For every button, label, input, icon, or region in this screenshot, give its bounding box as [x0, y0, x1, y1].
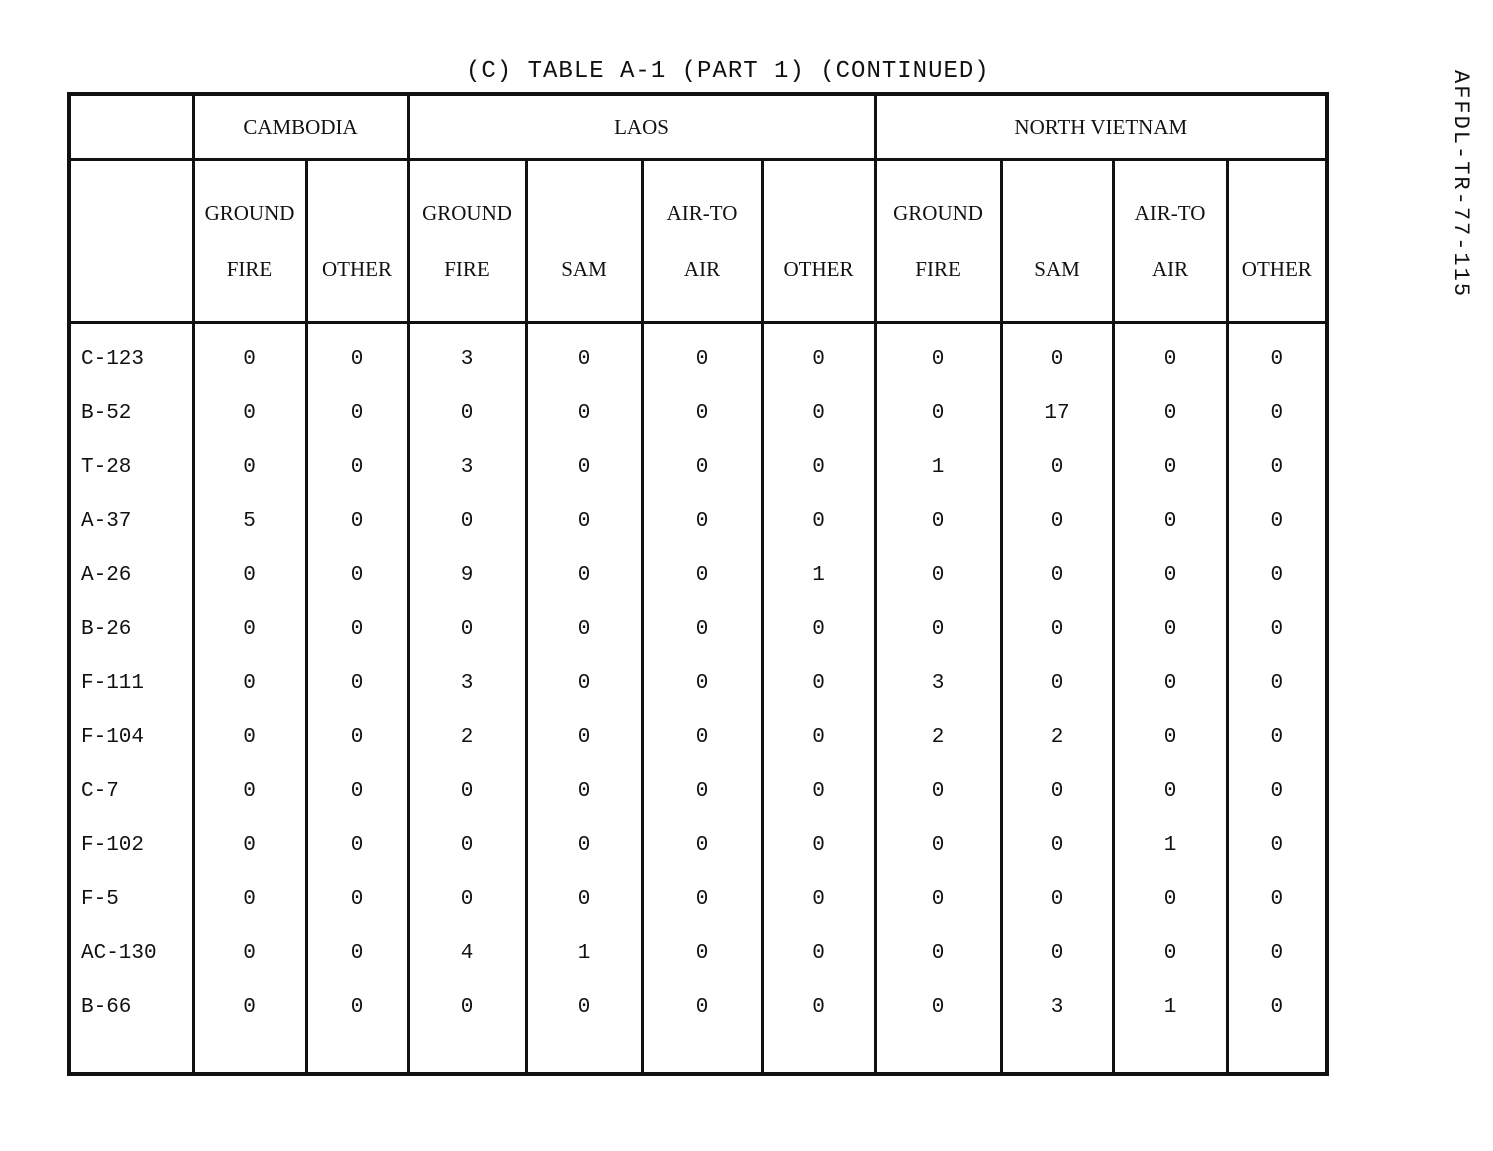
- table-cell: 0: [306, 386, 408, 440]
- column-header-line2: FIRE: [226, 257, 273, 281]
- table-cell: 0: [306, 656, 408, 710]
- column-header: [193, 160, 306, 323]
- table-cell: 3: [1001, 980, 1113, 1034]
- table-cell: 0: [1001, 818, 1113, 872]
- table-row: [69, 323, 1327, 387]
- column-header: [306, 160, 408, 323]
- table-row: [69, 548, 1327, 602]
- table-row: [69, 764, 1327, 818]
- spacer-cell: [642, 1034, 762, 1074]
- table-cell: 0: [526, 602, 642, 656]
- table-cell: 17: [1001, 386, 1113, 440]
- column-header-row: [69, 160, 1327, 323]
- table-row: [69, 494, 1327, 548]
- table-cell: 0: [875, 818, 1001, 872]
- column-header-line2: AIR: [683, 257, 721, 281]
- table-cell: 0: [526, 494, 642, 548]
- table-cell: 0: [1227, 926, 1327, 980]
- table-cell: 0: [1227, 440, 1327, 494]
- table-cell: 0: [642, 980, 762, 1034]
- column-header-line2: OTHER: [1241, 257, 1312, 281]
- group-header-row: [69, 94, 1327, 160]
- column-header-line2: OTHER: [783, 257, 854, 281]
- table-cell: 3: [408, 656, 526, 710]
- table-cell: 2: [408, 710, 526, 764]
- table-cell: 0: [408, 602, 526, 656]
- column-header-line2: FIRE: [915, 257, 961, 281]
- table-cell: 0: [642, 440, 762, 494]
- table-cell: 0: [306, 872, 408, 926]
- table-cell: 3: [875, 656, 1001, 710]
- table-cell: 0: [762, 764, 875, 818]
- table-cell: 0: [642, 548, 762, 602]
- table-cell: 0: [1001, 602, 1113, 656]
- aircraft-label: B-66: [69, 980, 193, 1034]
- table-cell: 0: [1113, 602, 1227, 656]
- table-cell: 0: [306, 980, 408, 1034]
- table-cell: 0: [762, 980, 875, 1034]
- column-header-line2: FIRE: [444, 257, 490, 281]
- table-cell: 0: [306, 926, 408, 980]
- table-cell: 0: [762, 602, 875, 656]
- table-cell: 2: [1001, 710, 1113, 764]
- table-cell: 0: [306, 764, 408, 818]
- table-cell: 0: [306, 494, 408, 548]
- table-cell: 0: [762, 386, 875, 440]
- table-cell: 1: [1113, 980, 1227, 1034]
- table-cell: 0: [306, 323, 408, 387]
- table-cell: 0: [1227, 764, 1327, 818]
- table-cell: 3: [408, 323, 526, 387]
- table-cell: 0: [875, 494, 1001, 548]
- table-cell: 0: [875, 323, 1001, 387]
- table-cell: 0: [1113, 656, 1227, 710]
- table-cell: 0: [193, 764, 306, 818]
- table-cell: 0: [875, 872, 1001, 926]
- aircraft-label: B-26: [69, 602, 193, 656]
- table-cell: 0: [526, 323, 642, 387]
- column-header: [642, 160, 762, 323]
- table-cell: 0: [193, 710, 306, 764]
- table-row: [69, 440, 1327, 494]
- table-cell: 0: [642, 764, 762, 818]
- table-cell: 0: [526, 656, 642, 710]
- aircraft-label: C-7: [69, 764, 193, 818]
- table-cell: 0: [526, 710, 642, 764]
- table-cell: 0: [1001, 494, 1113, 548]
- column-header-line1: GROUND: [204, 201, 295, 225]
- table-cell: 0: [193, 818, 306, 872]
- table-cell: 0: [526, 386, 642, 440]
- table-cell: 0: [1227, 980, 1327, 1034]
- table-cell: 0: [526, 440, 642, 494]
- aircraft-label: F-111: [69, 656, 193, 710]
- column-header-line1: [308, 185, 407, 241]
- table-cell: 0: [762, 494, 875, 548]
- column-header-line1: AIR-TO: [666, 201, 738, 225]
- spacer-cell: [408, 1034, 526, 1074]
- table-cell: 5: [193, 494, 306, 548]
- table-cell: 0: [1001, 323, 1113, 387]
- table-row: [69, 818, 1327, 872]
- table-cell: 0: [1113, 872, 1227, 926]
- table-row: [69, 386, 1327, 440]
- column-header-line1: [1003, 185, 1112, 241]
- table-cell: 0: [762, 818, 875, 872]
- table-cell: 0: [1113, 494, 1227, 548]
- table-cell: 0: [762, 323, 875, 387]
- table-row: [69, 926, 1327, 980]
- table-cell: 0: [1227, 818, 1327, 872]
- column-header: [1113, 160, 1227, 323]
- column-header-line1: GROUND: [893, 201, 983, 225]
- group-header-laos: LAOS: [408, 94, 875, 160]
- report-number: AFFDL-TR-77-115: [1448, 70, 1473, 299]
- spacer-cell: [762, 1034, 875, 1074]
- table-cell: 0: [642, 872, 762, 926]
- table-body: [69, 323, 1327, 1075]
- column-header-line2: OTHER: [322, 257, 392, 281]
- spacer-row: [69, 1034, 1327, 1074]
- table-cell: 0: [762, 872, 875, 926]
- column-header-line1: AIR-TO: [1134, 201, 1206, 225]
- table-cell: 0: [1227, 386, 1327, 440]
- table-cell: 1: [526, 926, 642, 980]
- table-cell: 0: [642, 818, 762, 872]
- table-cell: 0: [193, 926, 306, 980]
- table-row: [69, 602, 1327, 656]
- table-cell: 0: [193, 980, 306, 1034]
- table-cell: 0: [1001, 656, 1113, 710]
- spacer-cell: [1227, 1034, 1327, 1074]
- table-cell: 0: [408, 872, 526, 926]
- column-header-line1: [764, 185, 874, 241]
- table-cell: 0: [1113, 548, 1227, 602]
- data-table: [67, 92, 1329, 1076]
- table-cell: 0: [642, 494, 762, 548]
- table-cell: 0: [875, 386, 1001, 440]
- aircraft-label: A-26: [69, 548, 193, 602]
- table-cell: 0: [1227, 602, 1327, 656]
- aircraft-label: A-37: [69, 494, 193, 548]
- table-cell: 0: [1227, 710, 1327, 764]
- table-title: (C) TABLE A-1 (PART 1) (CONTINUED): [466, 58, 990, 85]
- aircraft-label: T-28: [69, 440, 193, 494]
- column-header-line2: SAM: [1034, 257, 1080, 281]
- table-cell: 0: [1001, 872, 1113, 926]
- aircraft-label: C-123: [69, 323, 193, 387]
- column-header-line1: [1229, 185, 1326, 241]
- table-cell: 0: [193, 872, 306, 926]
- table-cell: 0: [642, 323, 762, 387]
- table-cell: 0: [526, 872, 642, 926]
- table-cell: 0: [306, 602, 408, 656]
- table-cell: 0: [875, 926, 1001, 980]
- table-cell: 0: [1001, 440, 1113, 494]
- row-label-header: [69, 160, 193, 323]
- aircraft-label: F-102: [69, 818, 193, 872]
- table-cell: 0: [642, 926, 762, 980]
- table-cell: 0: [1227, 872, 1327, 926]
- column-header: [762, 160, 875, 323]
- table-cell: 0: [1001, 926, 1113, 980]
- table-cell: 0: [306, 710, 408, 764]
- column-header: [1001, 160, 1113, 323]
- table-cell: 0: [306, 440, 408, 494]
- group-header-cambodia: CAMBODIA: [193, 94, 408, 160]
- table-cell: 0: [762, 656, 875, 710]
- table-cell: 0: [762, 926, 875, 980]
- spacer-cell: [1113, 1034, 1227, 1074]
- table-cell: 0: [306, 818, 408, 872]
- spacer-cell: [193, 1034, 306, 1074]
- group-header-north-vietnam: NORTH VIETNAM: [875, 94, 1327, 160]
- aircraft-label: AC-130: [69, 926, 193, 980]
- table-cell: 9: [408, 548, 526, 602]
- column-header-line2: SAM: [561, 257, 607, 281]
- table-cell: 0: [193, 602, 306, 656]
- table-cell: 0: [526, 980, 642, 1034]
- table-row: [69, 872, 1327, 926]
- table-cell: 0: [408, 494, 526, 548]
- table-cell: 0: [1001, 764, 1113, 818]
- table-cell: 0: [1227, 548, 1327, 602]
- table-cell: 0: [642, 656, 762, 710]
- table-cell: 1: [875, 440, 1001, 494]
- column-header: [526, 160, 642, 323]
- table-cell: 0: [193, 323, 306, 387]
- table-cell: 0: [875, 764, 1001, 818]
- spacer-cell: [69, 1034, 193, 1074]
- table-cell: 0: [875, 980, 1001, 1034]
- table-cell: 0: [1227, 656, 1327, 710]
- table-cell: 0: [1227, 323, 1327, 387]
- table-cell: 0: [875, 602, 1001, 656]
- column-header: [875, 160, 1001, 323]
- table-cell: 0: [526, 548, 642, 602]
- table-cell: 0: [1113, 926, 1227, 980]
- table-cell: 0: [306, 548, 408, 602]
- table-row: [69, 656, 1327, 710]
- table-cell: 0: [526, 818, 642, 872]
- column-header: [408, 160, 526, 323]
- table-cell: 0: [1113, 386, 1227, 440]
- aircraft-label: F-5: [69, 872, 193, 926]
- corner-cell: [69, 94, 193, 160]
- spacer-cell: [306, 1034, 408, 1074]
- column-header-line2: AIR: [1151, 257, 1189, 281]
- table-cell: 0: [1113, 710, 1227, 764]
- aircraft-label: F-104: [69, 710, 193, 764]
- table-cell: 0: [1001, 548, 1113, 602]
- table-cell: 0: [1113, 440, 1227, 494]
- table-cell: 0: [875, 548, 1001, 602]
- table-cell: 0: [408, 386, 526, 440]
- table-cell: 0: [762, 710, 875, 764]
- table-cell: 0: [408, 818, 526, 872]
- table-cell: 0: [642, 386, 762, 440]
- table-row: [69, 980, 1327, 1034]
- table-cell: 0: [642, 602, 762, 656]
- table-cell: 0: [1227, 494, 1327, 548]
- table-cell: 0: [408, 764, 526, 818]
- column-header: [1227, 160, 1327, 323]
- table-cell: 0: [193, 656, 306, 710]
- table-cell: 3: [408, 440, 526, 494]
- table-cell: 0: [193, 386, 306, 440]
- table-row: [69, 710, 1327, 764]
- column-header-line1: GROUND: [422, 201, 512, 225]
- table-cell: 4: [408, 926, 526, 980]
- spacer-cell: [1001, 1034, 1113, 1074]
- table-cell: 0: [642, 710, 762, 764]
- table-cell: 0: [526, 764, 642, 818]
- table-cell: 0: [1113, 323, 1227, 387]
- table-cell: 1: [1113, 818, 1227, 872]
- table-cell: 0: [1113, 764, 1227, 818]
- table-cell: 0: [762, 440, 875, 494]
- table-cell: 1: [762, 548, 875, 602]
- aircraft-label: B-52: [69, 386, 193, 440]
- spacer-cell: [875, 1034, 1001, 1074]
- table-cell: 0: [193, 440, 306, 494]
- column-header-line1: [528, 185, 641, 241]
- table-cell: 2: [875, 710, 1001, 764]
- table-cell: 0: [408, 980, 526, 1034]
- spacer-cell: [526, 1034, 642, 1074]
- table-cell: 0: [193, 548, 306, 602]
